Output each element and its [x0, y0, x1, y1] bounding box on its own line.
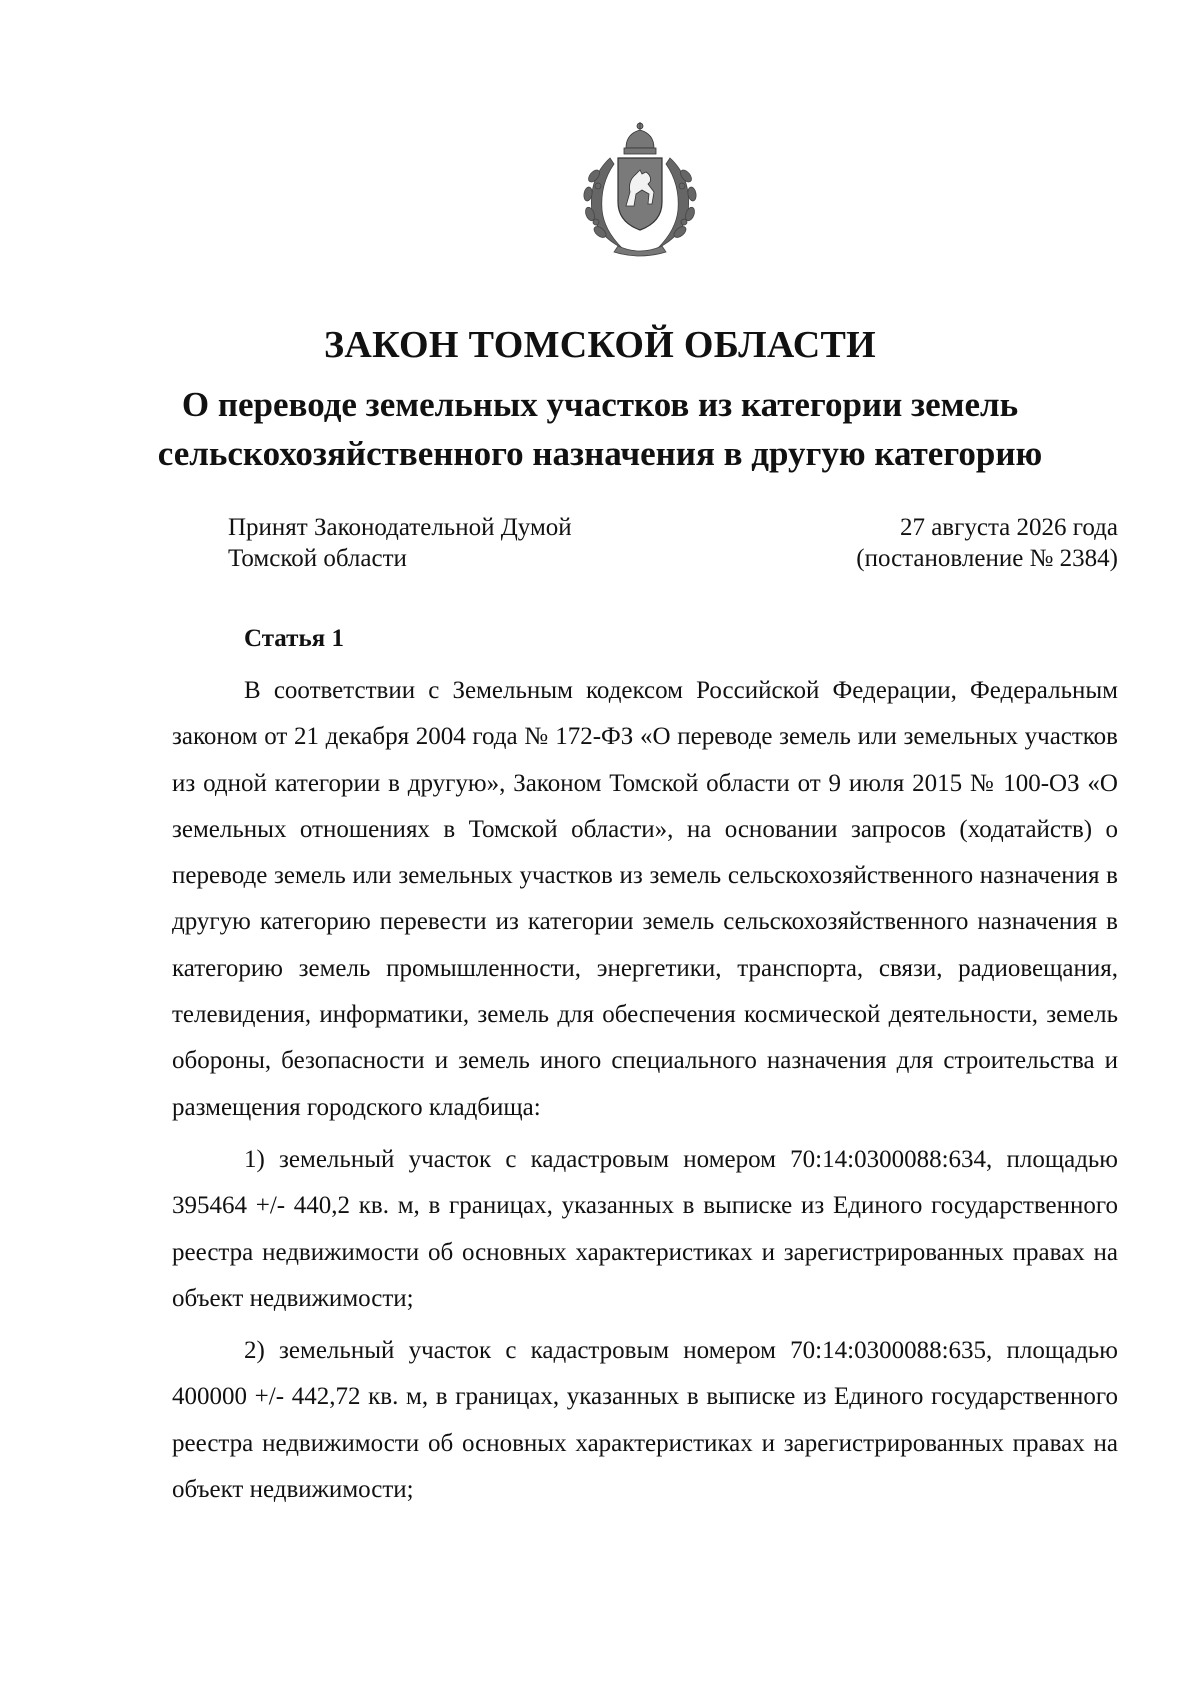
adoption-date-line: 27 августа 2026 года	[899, 514, 1118, 541]
article-item: 1) земельный участок с кадастровым номером 70:14:0300088:634, площадью 395464 +/- 440,2 кв. м, в границах, указанных в выписке из Единого государственного реестра недвижимости об основных характеристиках и зарегистрированных правах на объект недвижимости;	[172, 1145, 1118, 1312]
tomsk-oblast-coat-of-arms-icon	[570, 118, 710, 258]
article-body	[172, 668, 1118, 1519]
law-subtitle	[0, 380, 1200, 478]
article-title: Статья 1	[244, 625, 344, 652]
adopted-by-line: Томской области	[228, 545, 407, 572]
resolution-number: (постановление № 2384)	[856, 545, 1118, 572]
adoption-date	[760, 512, 1118, 574]
article-item: 2) земельный участок с кадастровым номером 70:14:0300088:635, площадью 400000 +/- 442,72 кв. м, в границах, указанных в выписке из Единого государственного реестра недвижимости об основных характеристиках и зарегистрированных правах на объект недвижимости;	[172, 1337, 1118, 1504]
law-subtitle-line: О переводе земельных участков из категории земель	[181, 385, 1019, 424]
law-title: ЗАКОН ТОМСКОЙ ОБЛАСТИ	[324, 324, 876, 366]
adopted-by	[228, 512, 572, 574]
coat-of-arms-icon	[570, 118, 710, 258]
article-paragraph: В соответствии с Земельным кодексом Российской Федерации, Федеральным законом от 21 декабря 2004 года № 172-ФЗ «О переводе земель или земельных участков из одной категории в другую», Законом Томской области от 9 июля 2015 № 100-ОЗ «О земельных отношениях в Томской области», на основании запросов (ходатайств) о переводе земель или земельных участков из земель сельскохозяйственного назначения в другую категорию перевести из категории земель сельскохозяйственного назначения в категорию земель промышленности, энергетики, транспорта, связи, радиовещания, телевидения, информатики, земель для обеспечения космической деятельности, земель обороны, безопасности и земель иного специального назначения для строительства и размещения городского кладбища:	[172, 677, 1118, 1121]
law-subtitle-line: сельскохозяйственного назначения в другую категорию	[157, 434, 1043, 473]
adopted-by-line: Принят Законодательной Думой	[228, 514, 572, 541]
